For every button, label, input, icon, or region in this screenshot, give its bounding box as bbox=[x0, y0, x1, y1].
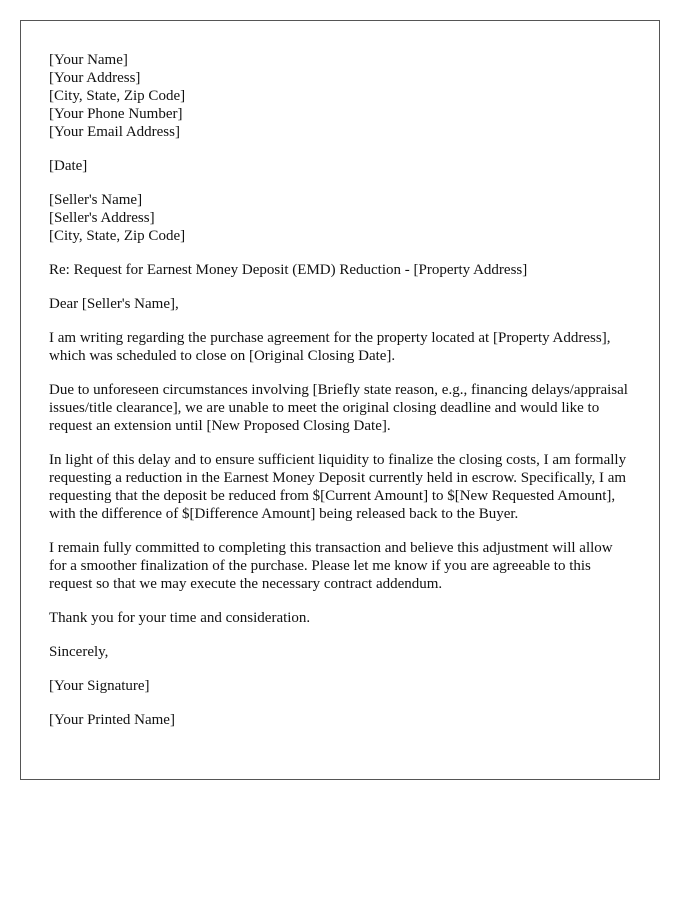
sender-email: [Your Email Address] bbox=[49, 124, 180, 140]
closing: Sincerely, bbox=[49, 644, 109, 660]
letter-date: [Date] bbox=[49, 158, 88, 174]
signature: [Your Signature] bbox=[49, 678, 150, 694]
recipient-city-state-zip: [City, State, Zip Code] bbox=[49, 228, 186, 244]
printed-name: [Your Printed Name] bbox=[49, 712, 175, 728]
body-paragraph: I am writing regarding the purchase agreement for the property located at [Property Address], which was scheduled to close on [Original Closing Date]. bbox=[49, 330, 611, 364]
subject-line: Re: Request for Earnest Money Deposit (EMD) Reduction - [Property Address] bbox=[49, 262, 528, 278]
body-paragraph: Due to unforeseen circumstances involving [Briefly state reason, e.g., financing delays/appraisal issues/title clearance], we are unable to meet the original closing deadline and would like to request an extension until [New Proposed Closing Date]. bbox=[49, 382, 628, 434]
salutation: Dear [Seller's Name], bbox=[49, 296, 179, 312]
sender-address: [Your Address] bbox=[49, 70, 141, 86]
sender-phone: [Your Phone Number] bbox=[49, 106, 183, 122]
recipient-name: [Seller's Name] bbox=[49, 192, 143, 208]
sender-block bbox=[49, 51, 631, 141]
body-paragraph: In light of this delay and to ensure sufficient liquidity to finalize the closing costs, I am formally requesting a reduction in the Earnest Money Deposit currently held in escrow. Specifically, I am requesting that the deposit be reduced from $[Current Amount] to $[New Requested Amount], with the difference of $[Difference Amount] being released back to the Buyer. bbox=[49, 452, 627, 522]
body-paragraph: I remain fully committed to completing this transaction and believe this adjustment will allow for a smoother finalization of the purchase. Please let me know if you are agreeable to this request so that we may execute the necessary contract addendum. bbox=[49, 540, 613, 592]
letter-page bbox=[20, 20, 660, 780]
sender-name: [Your Name] bbox=[49, 52, 128, 68]
body-paragraph: Thank you for your time and consideration. bbox=[49, 610, 311, 626]
recipient-block bbox=[49, 191, 631, 245]
recipient-address: [Seller's Address] bbox=[49, 210, 155, 226]
sender-city-state-zip: [City, State, Zip Code] bbox=[49, 88, 186, 104]
